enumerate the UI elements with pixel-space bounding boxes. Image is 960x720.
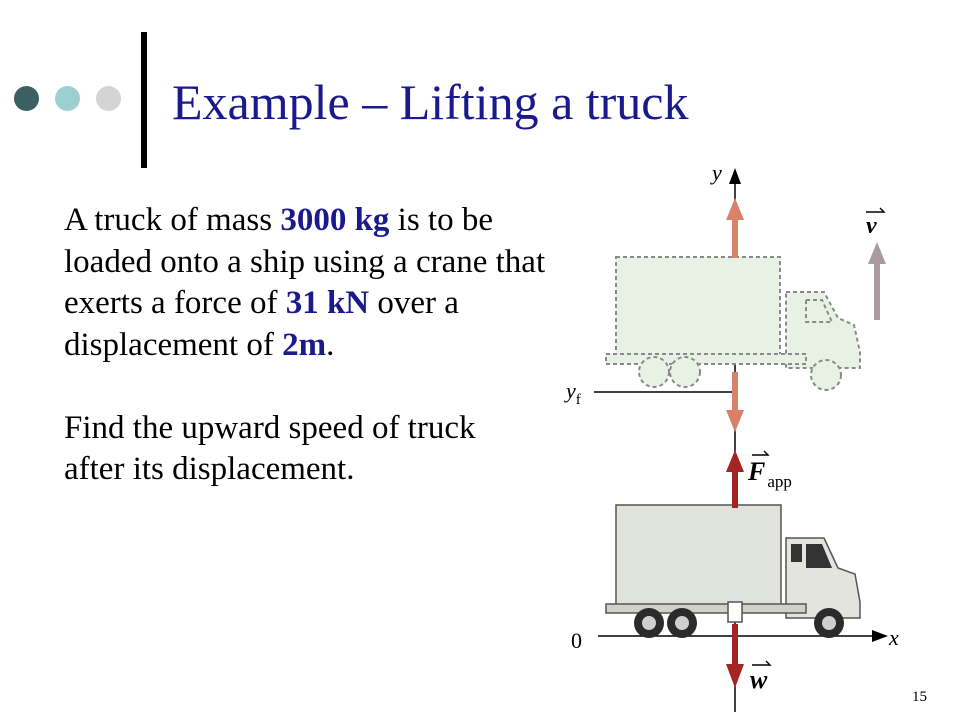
applied-force-label: F $_{app}$ bbox=[748, 457, 792, 491]
problem-text-2: is to be loaded onto a ship using a crane that exerts a force of bbox=[64, 202, 546, 321]
slide-title: Example – Lifting a truck bbox=[172, 74, 689, 130]
mass-value: 3000 kg bbox=[280, 202, 390, 238]
ghost-truck-chassis bbox=[606, 354, 806, 364]
ghost-wheel-3 bbox=[811, 360, 841, 390]
weight-label-group bbox=[750, 661, 770, 694]
truck bbox=[606, 505, 860, 622]
ghost-truck-cargo-box bbox=[616, 257, 780, 360]
truck-window-1 bbox=[791, 544, 802, 562]
ghost-weight-arrow bbox=[726, 372, 744, 432]
truck-wheel-2-hub bbox=[675, 616, 689, 630]
displacement-value: 2m bbox=[282, 326, 327, 363]
ghost-applied-force-arrow bbox=[726, 198, 744, 258]
y-axis-label: y bbox=[712, 160, 722, 185]
truck-wheel-1-hub bbox=[642, 616, 656, 630]
velocity-vector-harpoon bbox=[866, 208, 884, 212]
yf-label: $y_f$ bbox=[566, 378, 581, 408]
y-axis-arrowhead bbox=[729, 168, 741, 184]
truck-mount-block bbox=[728, 602, 742, 622]
page-number: 15 bbox=[912, 689, 927, 705]
velocity-arrow bbox=[868, 242, 886, 320]
x-axis-label: x bbox=[889, 625, 899, 650]
applied-force-arrow bbox=[726, 450, 744, 508]
x-axis-arrowhead bbox=[872, 630, 888, 642]
problem-question: Find the upward speed of truck after its displacement. bbox=[64, 409, 476, 487]
applied-force-label-group bbox=[747, 451, 792, 491]
force-value: 31 kN bbox=[285, 285, 370, 321]
truck-wheel-3-hub bbox=[822, 616, 836, 630]
applied-force-subscript: app bbox=[767, 472, 792, 491]
yf-subscript: f bbox=[575, 392, 581, 408]
problem-text-1: A truck of mass bbox=[64, 202, 281, 238]
weight-arrow bbox=[726, 624, 744, 688]
problem-text-4: . bbox=[326, 326, 335, 363]
ghost-truck bbox=[606, 257, 860, 390]
ghost-wheel-2 bbox=[670, 357, 700, 387]
origin-label: 0 bbox=[571, 628, 582, 653]
velocity-label-group bbox=[866, 208, 884, 239]
applied-force-vector-harpoon bbox=[752, 451, 768, 455]
velocity-label: v bbox=[866, 213, 877, 239]
weight-label: w bbox=[750, 665, 768, 694]
ghost-wheel-1 bbox=[639, 357, 669, 387]
truck-cargo-box bbox=[616, 505, 781, 610]
problem-text-3: over a displacement of bbox=[64, 285, 459, 363]
truck-chassis bbox=[606, 604, 806, 613]
